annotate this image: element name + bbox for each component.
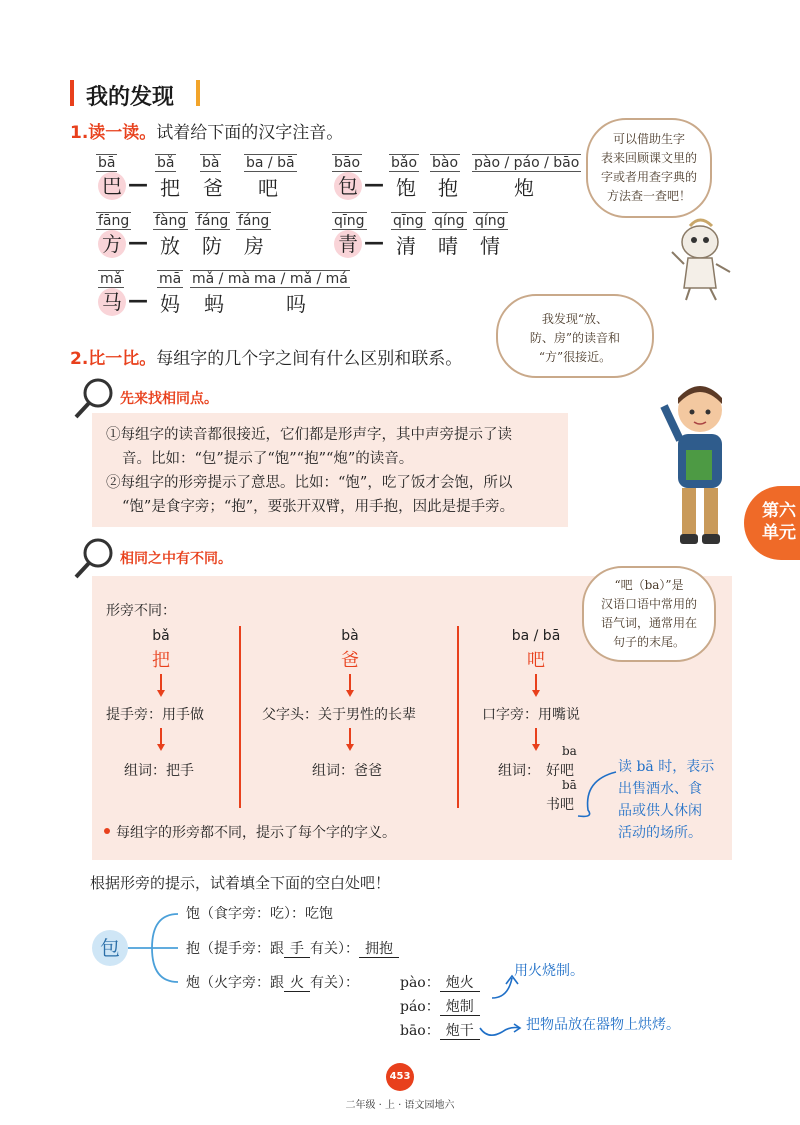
column-divider — [457, 626, 459, 808]
reading-py: bāo： — [400, 1023, 440, 1039]
q1-text: 试着给下面的汉字注音。 — [156, 123, 344, 143]
main-char: 包 — [334, 172, 362, 200]
word-pinyin: ba — [562, 744, 577, 758]
branch-text: 炮（火字旁：跟 — [186, 975, 284, 991]
branch-2 — [186, 938, 399, 958]
col-pinyin: bà — [341, 628, 359, 644]
char: 把 — [160, 176, 180, 200]
arrow-line — [349, 674, 351, 690]
bubble-line: 句子的末尾。 — [612, 635, 685, 649]
page-number: 453 — [386, 1063, 414, 1091]
col-word: 书吧 — [546, 797, 574, 813]
char: 抱 — [438, 176, 458, 200]
bubble-line: 字或者用查字典的 — [600, 170, 697, 184]
char: 吧 — [258, 176, 278, 200]
down-arrow-icon — [346, 690, 354, 697]
panel-line: ①每组字的读音都很接近，它们都是形声字，其中声旁提示了读 — [106, 427, 512, 443]
blue-line: 读 bā 时，表示 — [618, 759, 715, 775]
pinyin: qīng — [393, 213, 424, 229]
panel-line: ②每组字的形旁提示了意思。比如：“饱”，吃了饭才会饱，所以 — [106, 475, 513, 491]
pao-reading — [400, 972, 480, 992]
col-radical: 提手旁：用手做 — [106, 707, 204, 723]
reading-py: páo： — [400, 999, 440, 1015]
fill-answer[interactable]: 炮制 — [440, 999, 480, 1016]
pinyin: pào / páo / bāo — [474, 155, 580, 171]
col-word: 组词：把手 — [124, 763, 194, 779]
badge-line: 第六 — [762, 501, 796, 521]
col-char: 把 — [152, 650, 170, 671]
down-arrow-icon — [346, 744, 354, 751]
branch-1: 饱（食字旁：吃）：吃饱 — [186, 906, 333, 922]
bubble-line: 方法查一查吧！ — [606, 189, 691, 203]
pinyin-main: qīng — [334, 213, 365, 229]
pinyin: mā — [159, 271, 182, 287]
bake-note: 用火烧制。 — [514, 963, 584, 979]
bubble-line: 汉语口语中常用的 — [600, 597, 697, 611]
fill-blank[interactable]: 火 — [284, 975, 310, 992]
main-char: 青 — [334, 230, 362, 258]
col-char: 爸 — [341, 650, 359, 671]
footer-text: 二年级 · 上 · 语文园地六 — [345, 1100, 455, 1111]
panel-line: “饱”是食字旁；“抱”，要张开双臂，用手抱，因此是提手旁。 — [122, 499, 515, 515]
badge-line: 单元 — [762, 523, 796, 543]
down-arrow-icon — [532, 690, 540, 697]
bubble-line: 我发现“放、 — [541, 312, 609, 326]
tip-bubble — [582, 566, 716, 662]
pinyin: fàng — [155, 213, 187, 229]
blue-line: 品或供人休闲 — [618, 803, 702, 819]
pinyin: ba / bā — [246, 155, 295, 171]
same-points-text — [106, 423, 514, 519]
bubble-line: 防、房”的读音和 — [529, 331, 621, 345]
main-char: 马 — [98, 288, 126, 316]
bullet-dot — [104, 828, 110, 834]
col-radical: 父字头：关于男性的长辈 — [262, 707, 416, 723]
pinyin: bào — [432, 155, 459, 171]
unit-badge — [744, 486, 800, 560]
col-word-label: 组词： — [498, 763, 540, 779]
q1-num: 1. — [70, 123, 89, 143]
q1-heading — [70, 118, 343, 143]
bao-reading — [400, 1020, 480, 1040]
arrow-line — [535, 728, 537, 744]
arrow-line — [160, 674, 162, 690]
pinyin: fáng — [238, 213, 270, 229]
fill-answer[interactable]: 炮干 — [440, 1023, 480, 1040]
char: 清 — [396, 234, 416, 258]
pinyin: bǎo — [391, 155, 418, 171]
pinyin: qíng — [434, 213, 465, 229]
q2-text: 每组字的几个字之间有什么区别和联系。 — [156, 349, 463, 369]
dash: — — [364, 230, 384, 254]
char: 妈 — [160, 292, 180, 316]
main-char: 方 — [98, 230, 126, 258]
branch-text: 有关）： — [310, 941, 359, 957]
char: 饱 — [396, 176, 416, 200]
pinyin: bǎ — [157, 155, 175, 171]
title-bar-right — [196, 80, 200, 106]
mascot-illustration — [660, 212, 740, 302]
pao2-reading — [400, 996, 480, 1016]
char: 房 — [244, 234, 264, 258]
fill-blank[interactable]: 手 — [284, 941, 310, 958]
dash: — — [128, 288, 148, 312]
branch-3 — [186, 972, 359, 992]
q2-label: 比一比。 — [88, 349, 157, 369]
down-arrow-icon — [532, 744, 540, 751]
char: 吗 — [286, 292, 306, 316]
reading-py: pào： — [400, 975, 440, 991]
pinyin: mǎ / mà — [192, 271, 251, 287]
pinyin-main: bā — [98, 155, 116, 171]
panel-line: 音。比如：“包”提示了“饱”“抱”“炮”的读音。 — [122, 451, 414, 467]
branch-text: 有关）： — [310, 975, 359, 991]
tree-branches — [128, 900, 188, 1000]
char: 蚂 — [204, 292, 224, 316]
diff-label: 相同之中有不同。 — [120, 551, 232, 567]
root-char-circle: 包 — [92, 930, 128, 966]
char: 情 — [480, 234, 500, 258]
pinyin-main: mǎ — [100, 271, 123, 287]
blue-line: 出售酒水、食 — [618, 781, 702, 797]
dash: — — [128, 230, 148, 254]
dash: — — [364, 172, 384, 196]
char: 炮 — [514, 176, 534, 200]
pinyin-main: fāng — [98, 213, 130, 229]
diff-note: 每组字的形旁都不同，提示了每个字的字义。 — [116, 825, 396, 841]
arrow-line — [349, 728, 351, 744]
pinyin: fáng — [197, 213, 229, 229]
col-radical: 口字旁：用嘴说 — [482, 707, 580, 723]
pinyin-main: bāo — [334, 155, 361, 171]
title-bar-left — [70, 80, 74, 106]
tip-bubble — [586, 118, 712, 218]
find-same-label: 先来找相同点。 — [120, 391, 218, 407]
arrow-line — [535, 674, 537, 690]
branch-text: 抱（提手旁：跟 — [186, 941, 284, 957]
col-char: 吧 — [527, 650, 545, 671]
bubble-line: “吧（ba）”是 — [614, 578, 684, 592]
bubble-line: 可以借助生字 — [612, 132, 685, 146]
fill-answer[interactable]: 炮火 — [440, 975, 480, 992]
ba-meaning-note — [618, 756, 714, 844]
q1-label: 读一读。 — [88, 123, 157, 143]
col-pinyin: bǎ — [152, 628, 170, 644]
boy-illustration — [650, 380, 746, 552]
pinyin: ma / mǎ / má — [254, 271, 348, 287]
column-divider — [239, 626, 241, 808]
char: 晴 — [438, 234, 458, 258]
bubble-line: “方”很接近。 — [538, 350, 612, 364]
blue-curve-arrow-icon — [574, 770, 620, 820]
fill-prompt: 根据形旁的提示，试着填全下面的空白处吧！ — [90, 874, 391, 892]
down-arrow-icon — [157, 744, 165, 751]
char: 放 — [160, 234, 180, 258]
arrow-line — [160, 728, 162, 744]
col-pinyin: ba / bā — [511, 628, 561, 644]
q2-heading — [70, 344, 462, 369]
pinyin: bà — [202, 155, 220, 171]
blue-line: 活动的场所。 — [618, 825, 702, 841]
col-word: 组词：爸爸 — [312, 763, 382, 779]
fill-answer[interactable]: 拥抱 — [359, 941, 399, 958]
word-pinyin: bā — [562, 778, 577, 792]
tip-bubble — [496, 294, 654, 378]
section-title: 我的发现 — [86, 85, 175, 110]
diff-subhead: 形旁不同： — [106, 603, 176, 619]
blue-curve-arrow-icon — [478, 1016, 522, 1040]
char: 防 — [202, 234, 222, 258]
main-char: 巴 — [98, 172, 126, 200]
q2-num: 2. — [70, 349, 89, 369]
dash: — — [128, 172, 148, 196]
char: 爸 — [203, 176, 223, 200]
pinyin: qíng — [475, 213, 506, 229]
down-arrow-icon — [157, 690, 165, 697]
bubble-line: 表来回顾课文里的 — [600, 151, 697, 165]
bubble-line: 语气词，通常用在 — [600, 616, 697, 630]
roast-note: 把物品放在器物上烘烤。 — [526, 1017, 680, 1033]
col-word: 好吧 — [546, 763, 574, 779]
